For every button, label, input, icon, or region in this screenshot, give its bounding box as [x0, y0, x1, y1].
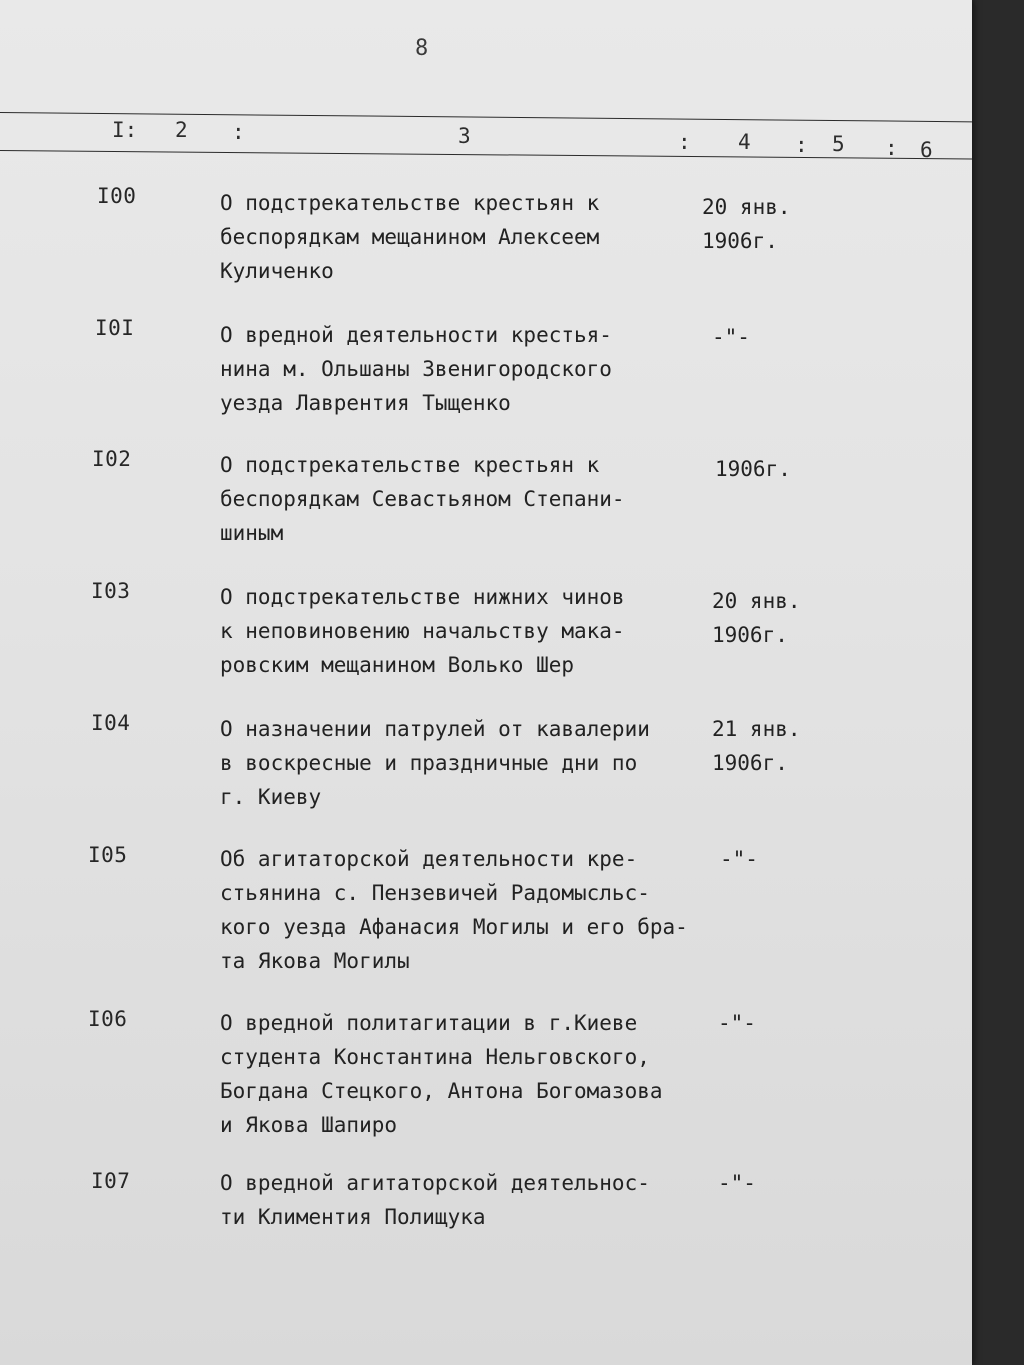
entry-date: 21 янв. 1906г.	[712, 717, 801, 775]
entry-number: I0I	[95, 316, 135, 340]
column-header-1: I:	[112, 118, 138, 142]
entry-description: О вредной политагитации в г.Киеве студента Константина Нельговского, Богдана Стецкого, Антона Богомазова и Якова Шапиро	[220, 1011, 663, 1137]
entry-date: -"-	[718, 1171, 756, 1195]
header-bottom-rule	[0, 150, 972, 159]
entry-description: Об агитаторской деятельности кре- стьянина с. Пензевичей Радомысльс- кого уезда Афанасия Могилы и его бра- та Якова Могилы	[220, 847, 688, 973]
entry-date: -"-	[712, 325, 750, 349]
entry-date: 1906г.	[715, 457, 791, 481]
entry-date: -"-	[718, 1011, 756, 1035]
column-header-3: 3	[458, 124, 471, 148]
column-separator: :	[232, 120, 245, 144]
entry-description: О подстрекательстве нижних чинов к неповиновению начальству мака- ровским мещанином Волько Шер	[220, 585, 625, 677]
entry-number: I02	[92, 447, 132, 471]
entry-description: О назначении патрулей от кавалерии в воскресные и праздничные дни по г. Киеву	[220, 717, 650, 809]
column-header-6: 6	[920, 138, 933, 162]
entry-description: О подстрекательстве крестьян к беспорядкам мещанином Алексеем Куличенко	[220, 191, 600, 283]
column-header-4: 4	[738, 130, 751, 154]
entry-number: I04	[91, 711, 131, 735]
entry-number: I05	[88, 843, 128, 867]
entry-date: 20 янв. 1906г.	[712, 589, 801, 647]
column-separator: :	[885, 136, 898, 160]
column-separator: :	[678, 130, 691, 154]
page-number: 8	[415, 36, 429, 61]
entry-number: I06	[88, 1007, 128, 1031]
entry-number: I07	[91, 1169, 131, 1193]
entry-description: О вредной деятельности крестья- нина м. Ольшаны Звенигородского уезда Лаврентия Тыщенко	[220, 323, 612, 415]
entry-number: I00	[97, 184, 137, 208]
entry-number: I03	[91, 579, 131, 603]
entry-description: О вредной агитаторской деятельнос- ти Климентия Полищука	[220, 1171, 650, 1229]
entry-description: О подстрекательстве крестьян к беспорядкам Севастьяном Степани- шиным	[220, 453, 625, 545]
column-header-2: 2	[175, 118, 188, 142]
column-header-5: 5	[832, 132, 845, 156]
header-top-rule	[0, 112, 972, 122]
entry-date: -"-	[720, 847, 758, 871]
column-separator: :	[795, 133, 808, 157]
entry-date: 20 янв. 1906г.	[702, 195, 791, 253]
